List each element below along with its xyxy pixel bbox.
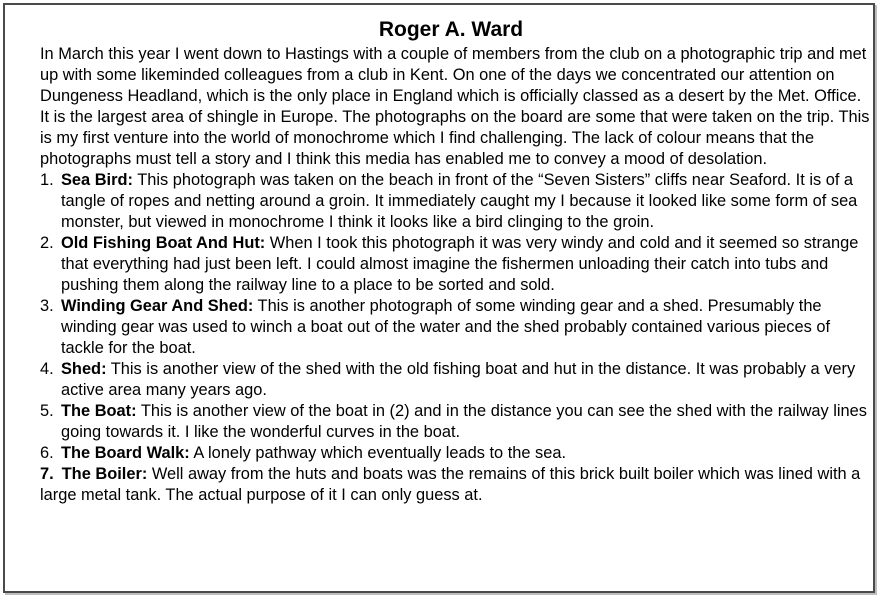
item-text: A lonely pathway which eventually leads to the sea. bbox=[189, 444, 567, 462]
document-body bbox=[40, 17, 870, 506]
list-item bbox=[40, 443, 870, 464]
list-item bbox=[40, 464, 870, 506]
intro-paragraph: In March this year I went down to Hastings with a couple of members from the club on a photographic trip and met up with some likeminded colleagues from a club in Kent. On one of the days we concentrated our attention on Dungeness Headland, which is the only place in England which is officially classed as a desert by the Met. Office. It is the largest area of shingle in Europe. The photographs on the board are some that were taken on the trip. This is my first venture into the world of monochrome which I find challenging. The lack of colour means that the photographs must tell a story and I think this media has enabled me to convey a mood of desolation. bbox=[40, 45, 870, 168]
item-heading: Sea Bird: bbox=[61, 171, 133, 189]
item-text: This is another view of the boat in (2) and in the distance you can see the shed with the railway lines going towards it. I like the wonderful curves in the boat. bbox=[61, 402, 867, 441]
item-number: 4. bbox=[40, 360, 54, 378]
item-heading: Winding Gear And Shed: bbox=[61, 297, 254, 315]
item-text: When I took this photograph it was very windy and cold and it seemed so strange that everything had just been left. I could almost imagine the fishermen unloading their catch into tubs and pushing them along the railway line to a place to be sorted and sold. bbox=[61, 234, 859, 294]
item-text: This photograph was taken on the beach in front of the “Seven Sisters” cliffs near Seaford. It is of a tangle of ropes and netting around a groin. It immediately caught my I because it looked like some form of sea monster, but viewed in monochrome I think it looks like a bird clinging to the groin. bbox=[61, 171, 858, 231]
item-number: 7. bbox=[40, 465, 54, 483]
item-heading: The Boiler: bbox=[61, 465, 148, 483]
item-number: 1. bbox=[40, 171, 54, 189]
item-heading: The Board Walk: bbox=[61, 444, 190, 462]
item-heading: Old Fishing Boat And Hut: bbox=[61, 234, 266, 252]
item-text: This is another view of the shed with the old fishing boat and hut in the distance. It was probably a very active area many years ago. bbox=[61, 360, 856, 399]
item-number: 5. bbox=[40, 402, 54, 420]
list-item bbox=[40, 233, 870, 296]
item-text: Well away from the huts and boats was the remains of this brick built boiler which was lined with a large metal tank. The actual purpose of it I can only guess at. bbox=[40, 465, 861, 504]
item-heading: The Boat: bbox=[61, 402, 137, 420]
list-item bbox=[40, 170, 870, 233]
list-item bbox=[40, 296, 870, 359]
photo-list bbox=[40, 170, 870, 506]
item-number: 2. bbox=[40, 234, 54, 252]
list-item bbox=[40, 359, 870, 401]
document-title: Roger A. Ward bbox=[378, 18, 524, 41]
item-text: This is another photograph of some winding gear and a shed. Presumably the winding gear was used to winch a boat out of the water and the shed probably contained various pieces of tackle for the boat. bbox=[61, 297, 831, 357]
list-item bbox=[40, 401, 870, 443]
item-number: 3. bbox=[40, 297, 54, 315]
item-heading: Shed: bbox=[61, 360, 107, 378]
item-number: 6. bbox=[40, 444, 54, 462]
